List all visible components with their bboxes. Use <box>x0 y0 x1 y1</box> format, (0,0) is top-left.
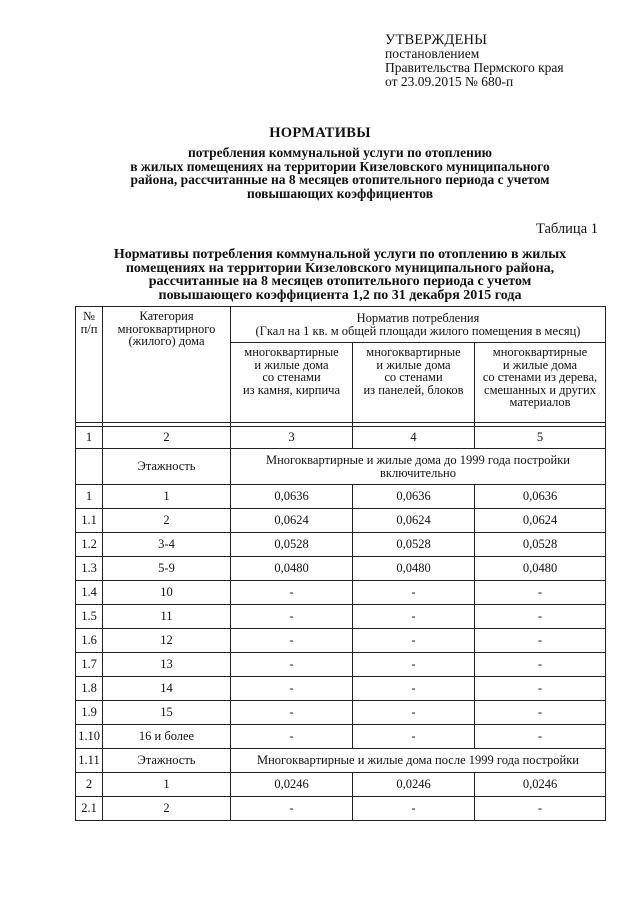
caption-line: рассчитанные на 8 месяцев отопительного периода с учетом <box>148 274 532 289</box>
value-wood-mixed: - <box>475 605 606 629</box>
document-subtitle <box>90 146 590 200</box>
table-row <box>76 557 606 581</box>
caption-line: повышающего коэффициента 1,2 по 31 декабря 2015 года <box>158 287 522 303</box>
value-stone-brick: 0,0624 <box>231 509 353 533</box>
value-stone-brick: - <box>231 797 353 821</box>
row-category: 13 <box>103 653 231 677</box>
row-number: 1.4 <box>76 581 103 605</box>
table-row <box>76 605 606 629</box>
approval-heading: УТВЕРЖДЕНЫ <box>385 32 488 48</box>
header-col-line: из панелей, блоков <box>363 382 464 397</box>
value-wood-mixed: 0,0528 <box>475 533 606 557</box>
value-panels-blocks: - <box>353 797 475 821</box>
row-category: 1 <box>103 485 231 509</box>
header-col-wood-mixed <box>475 343 606 423</box>
table-label: Таблица 1 <box>535 221 598 237</box>
group-text-line: Многоквартирные и жилые дома до 1999 года постройки <box>265 453 570 467</box>
row-category: 2 <box>103 509 231 533</box>
subtitle-line: района, рассчитанные на 8 месяцев отопительного периода с учетом <box>130 172 550 187</box>
row-number: 1.11 <box>76 749 103 773</box>
value-wood-mixed: - <box>475 797 606 821</box>
group-text: Многоквартирные и жилые дома после 1999 года постройки <box>231 749 606 773</box>
value-wood-mixed: - <box>475 581 606 605</box>
table-row <box>76 797 606 821</box>
group-text <box>231 449 606 485</box>
table-row <box>76 581 606 605</box>
value-panels-blocks: 0,0636 <box>353 485 475 509</box>
row-category: 10 <box>103 581 231 605</box>
header-col-line: многоквартирные <box>492 345 588 359</box>
value-panels-blocks: - <box>353 677 475 701</box>
value-panels-blocks: - <box>353 653 475 677</box>
value-panels-blocks: 0,0480 <box>353 557 475 581</box>
row-number: 1.2 <box>76 533 103 557</box>
value-stone-brick: - <box>231 725 353 749</box>
value-wood-mixed: - <box>475 701 606 725</box>
header-col-line: многоквартирные <box>244 345 339 359</box>
group-text-line: включительно <box>380 465 456 480</box>
table-row <box>76 485 606 509</box>
header-col-line: со стенами <box>262 370 321 384</box>
header-col-panels-blocks <box>353 343 475 423</box>
row-number: 1.10 <box>76 725 103 749</box>
value-panels-blocks: 0,0528 <box>353 533 475 557</box>
caption-line: Нормативы потребления коммунальной услуги по отоплению в жилых <box>113 247 567 262</box>
table-caption <box>70 248 610 302</box>
value-panels-blocks: 0,0624 <box>353 509 475 533</box>
subtitle-line: потребления коммунальной услуги по отоплению <box>188 145 492 160</box>
group-row <box>76 749 606 773</box>
value-wood-mixed: 0,0480 <box>475 557 606 581</box>
column-number: 3 <box>231 427 353 449</box>
column-number: 4 <box>353 427 475 449</box>
value-wood-mixed: - <box>475 629 606 653</box>
value-stone-brick: - <box>231 701 353 725</box>
row-number: 1.5 <box>76 605 103 629</box>
table-row <box>76 701 606 725</box>
row-number: 1 <box>76 485 103 509</box>
header-col-line: со стенами <box>384 370 443 384</box>
header-norm <box>231 307 606 343</box>
header-col-line: многоквартирные <box>366 345 461 359</box>
table-row <box>76 773 606 797</box>
value-stone-brick: - <box>231 653 353 677</box>
value-stone-brick: - <box>231 581 353 605</box>
table-row <box>76 677 606 701</box>
row-number: 2 <box>76 773 103 797</box>
header-col-line: со стенами из дерева, <box>482 370 598 384</box>
column-number: 5 <box>475 427 606 449</box>
table-row <box>76 725 606 749</box>
approval-line: постановлением <box>385 46 480 61</box>
table-row <box>76 629 606 653</box>
row-number: 1.1 <box>76 509 103 533</box>
value-panels-blocks: - <box>353 581 475 605</box>
row-category: 12 <box>103 629 231 653</box>
row-number: 1.7 <box>76 653 103 677</box>
row-category: 11 <box>103 605 231 629</box>
value-stone-brick: - <box>231 605 353 629</box>
header-col-stone-brick <box>231 343 353 423</box>
value-stone-brick: 0,0636 <box>231 485 353 509</box>
value-stone-brick: 0,0246 <box>231 773 353 797</box>
header-num-line: № <box>83 309 95 323</box>
column-number: 2 <box>103 427 231 449</box>
header-col-line: смешанных и других <box>484 382 596 397</box>
header-category-line: (жилого) дома <box>128 334 205 348</box>
row-category: 2 <box>103 797 231 821</box>
header-num-line: п/п <box>80 321 98 336</box>
value-stone-brick: 0,0480 <box>231 557 353 581</box>
header-col-line: и жилые дома <box>376 357 451 372</box>
row-category: 14 <box>103 677 231 701</box>
value-panels-blocks: - <box>353 629 475 653</box>
value-wood-mixed: - <box>475 653 606 677</box>
group-label: Этажность <box>103 749 231 773</box>
row-category: 3-4 <box>103 533 231 557</box>
value-stone-brick: - <box>231 677 353 701</box>
header-category-line: многоквартирного <box>117 321 216 336</box>
header-col-line: материалов <box>509 395 571 409</box>
header-col-line: и жилые дома <box>254 357 329 372</box>
value-panels-blocks: - <box>353 701 475 725</box>
norms-table <box>75 306 606 821</box>
value-panels-blocks: - <box>353 605 475 629</box>
row-category: 1 <box>103 773 231 797</box>
group-label: Этажность <box>103 449 231 485</box>
row-number: 1.8 <box>76 677 103 701</box>
row-category: 5-9 <box>103 557 231 581</box>
row-number: 1.9 <box>76 701 103 725</box>
column-number: 1 <box>76 427 103 449</box>
row-category: 16 и более <box>103 725 231 749</box>
row-number: 1.3 <box>76 557 103 581</box>
column-number-row <box>76 427 606 449</box>
value-panels-blocks: 0,0246 <box>353 773 475 797</box>
table-row <box>76 509 606 533</box>
value-wood-mixed: - <box>475 677 606 701</box>
row-number: 1.6 <box>76 629 103 653</box>
value-stone-brick: - <box>231 629 353 653</box>
header-col-line: и жилые дома <box>502 357 578 372</box>
header-col-line: из камня, кирпича <box>242 382 340 397</box>
approval-stamp <box>385 33 564 89</box>
group-row <box>76 449 606 485</box>
subtitle-line: в жилых помещениях на территории Кизеловского муниципального <box>130 158 550 174</box>
value-panels-blocks: - <box>353 725 475 749</box>
table-row <box>76 653 606 677</box>
value-wood-mixed: 0,0246 <box>475 773 606 797</box>
header-norm-line: Норматив потребления <box>356 311 480 325</box>
caption-line: помещениях на территории Кизеловского муниципального района, <box>125 260 555 276</box>
header-norm-line: (Гкал на 1 кв. м общей площади жилого помещения в месяц) <box>255 323 581 338</box>
value-wood-mixed: - <box>475 725 606 749</box>
header-num <box>76 307 103 423</box>
document-title: НОРМАТИВЫ <box>269 125 371 141</box>
subtitle-line: повышающих коэффициентов <box>246 185 433 201</box>
value-wood-mixed: 0,0624 <box>475 509 606 533</box>
row-number: 2.1 <box>76 797 103 821</box>
table-row <box>76 533 606 557</box>
row-category: 15 <box>103 701 231 725</box>
header-category-line: Категория <box>139 309 194 323</box>
group-num-cell <box>76 449 103 485</box>
value-stone-brick: 0,0528 <box>231 533 353 557</box>
value-wood-mixed: 0,0636 <box>475 485 606 509</box>
approval-line: Правительства Пермского края <box>385 60 564 75</box>
header-category <box>103 307 231 423</box>
approval-line: от 23.09.2015 № 680-п <box>385 74 514 89</box>
